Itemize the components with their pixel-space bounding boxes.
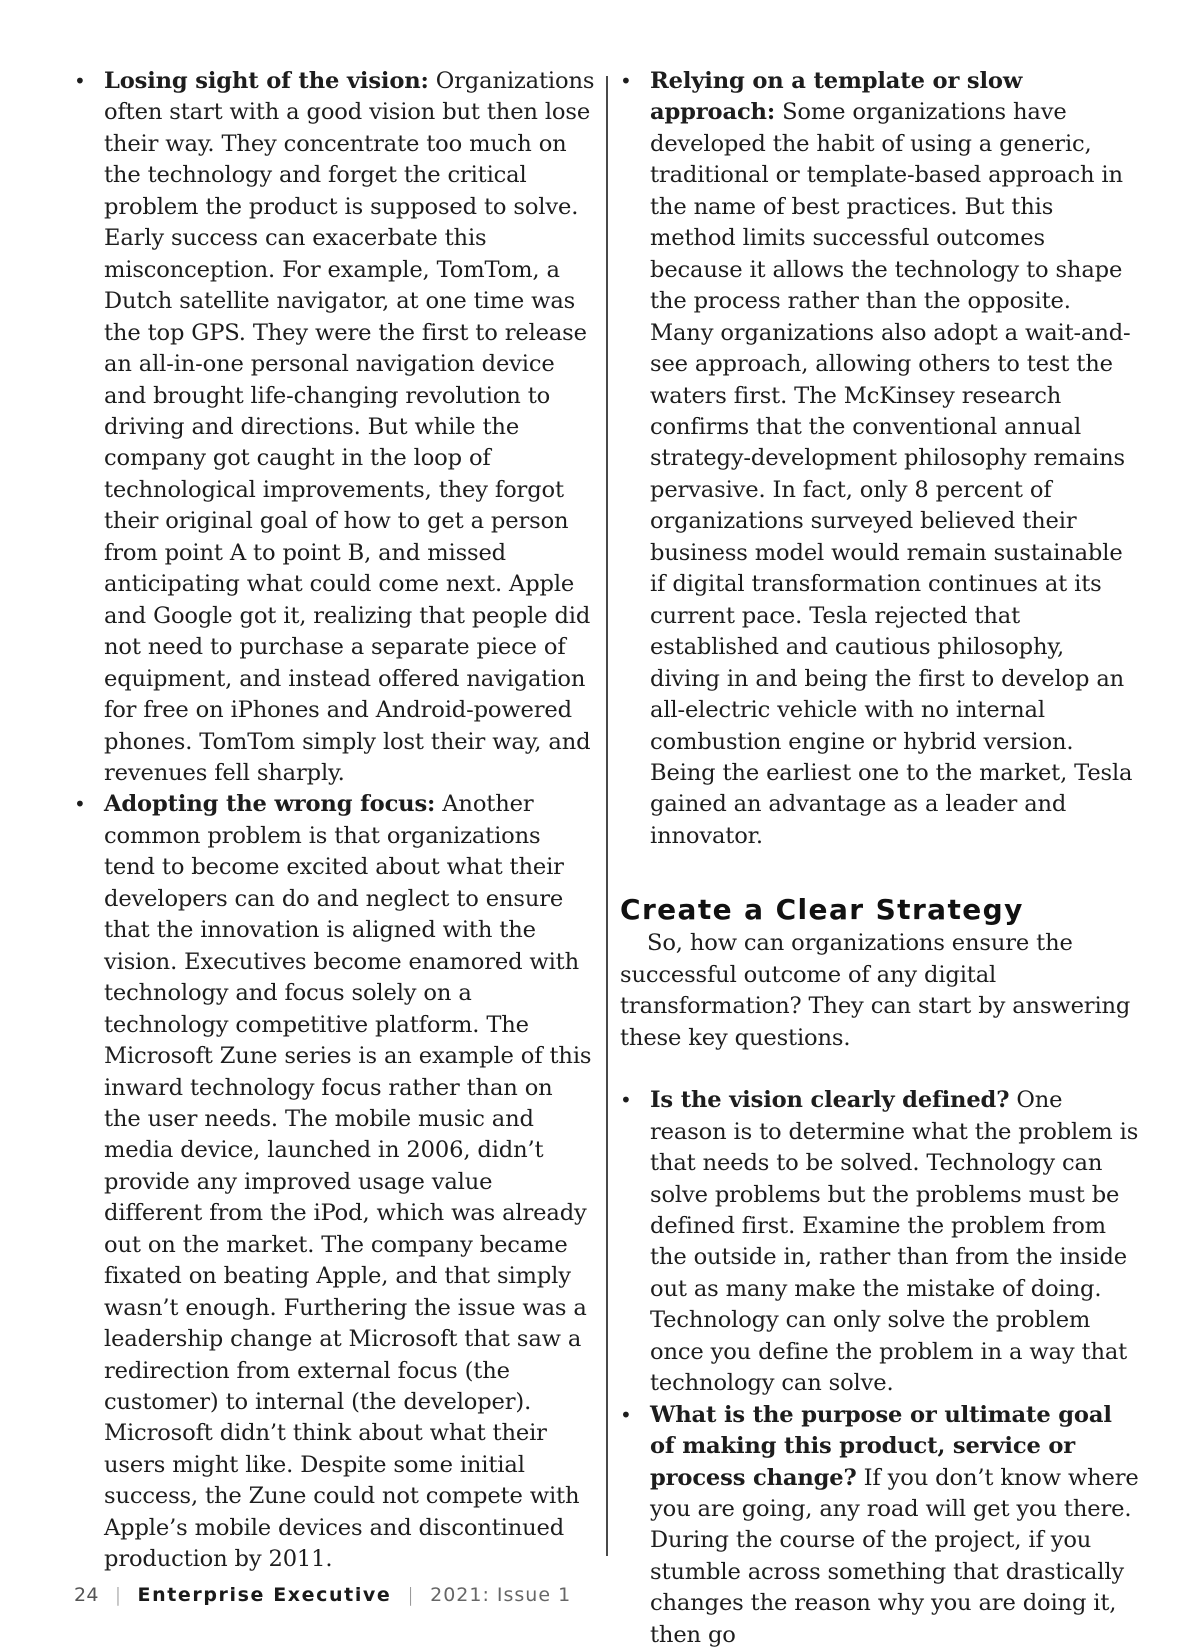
item-body: Organizations often start with a good vision but then lose their way. They concentrate too much on the technology and forget the critical problem the product is supposed to solve. Early success can exacerbate this misconception. For example, TomTom, a Dutch satellite navigator, at one time was the top GPS. They were the first to release an all-in-one personal navigation device and brought life-changing revolution to driving and directions. But while the company got caught in the loop of technological improvements, they forgot their original goal of how to get a person from point A to point B, and missed anticipating what could come next. Apple and Google got it, realizing that people did not need to purchase a separate piece of equipment, and instead offered navigation for free on iPhones and Android-powered phones. TomTom simply lost their way, and revenues fell sharply. xyxy=(104,68,595,786)
item-lead: Adopting the wrong focus: xyxy=(104,791,436,818)
question-lead: What is the purpose or ultimate goal of making this product, service or process change? xyxy=(650,1401,1112,1491)
left-column xyxy=(74,66,596,1576)
list-item xyxy=(620,1085,1140,1400)
challenges-list-continued xyxy=(620,66,1140,852)
column-divider xyxy=(606,76,608,1556)
list-item xyxy=(74,789,596,1575)
list-item xyxy=(620,66,1140,852)
question-lead: Is the vision clearly defined? xyxy=(650,1087,1010,1114)
spacer xyxy=(620,1054,1140,1085)
footer-separator: | xyxy=(407,1584,415,1606)
list-item xyxy=(74,66,596,789)
footer-separator: | xyxy=(114,1584,122,1606)
issue-label: 2021: Issue 1 xyxy=(430,1584,572,1606)
item-lead: Losing sight of the vision: xyxy=(104,68,429,94)
page-number: 24 xyxy=(74,1584,99,1606)
questions-list xyxy=(620,1085,1140,1651)
section-intro: So, how can organizations ensure the successful outcome of any digital transformation? They can start by answering these key questions. xyxy=(620,930,1131,1051)
item-body: Another common problem is that organizations tend to become excited about what their developers can do and neglect to ensure that the innovation is aligned with the vision. Executives become enamored with technology and focus solely on a technology competitive platform. The Microsoft Zune series is an example of this inward technology focus rather than on the user needs. The mobile music and media device, launched in 2006, didn’t provide any improved usage value different from the iPod, which was already out on the market. The company became fixated on beating Apple, and that simply wasn’t enough. Furthering the issue was a leadership change at Microsoft that saw a redirection from external focus (the customer) to internal (the developer). Microsoft didn’t think about what their users might like. Despite some initial success, the Zune could not compete with Apple’s mobile devices and discontinued production by 2011. xyxy=(104,791,592,1573)
question-body: If you don’t know where you are going, any road will get you there. During the course of the project, if you stumble across something that drastically changes the reason why you are doing it, then go xyxy=(650,1464,1139,1648)
item-lead: Relying on a template or slow approach: xyxy=(650,68,1023,126)
page-footer xyxy=(74,1584,571,1606)
magazine-title: Enterprise Executive xyxy=(137,1584,392,1606)
list-item xyxy=(620,1400,1140,1651)
right-column xyxy=(620,66,1140,1651)
challenges-list xyxy=(74,66,596,1576)
item-body: Some organizations have developed the habit of using a generic, traditional or template-based approach in the name of best practices. But this method limits successful outcomes because it allows the technology to shape the process rather than the opposite. Many organizations also adopt a wait-and-see approach, allowing others to test the waters first. The McKinsey research confirms that the conventional annual strategy-development philosophy remains pervasive. In fact, only 8 percent of organizations surveyed believed their business model would remain sustainable if digital transformation continues at its current pace. Tesla rejected that established and cautious philosophy, diving in and being the first to develop an all-electric vehicle with no internal combustion engine or hybrid version. Being the earliest one to the market, Tesla gained an advantage as a leader and innovator. xyxy=(650,99,1133,849)
question-body: One reason is to determine what the problem is that needs to be solved. Technology can solve problems but the problems must be defined first. Examine the problem from the outside in, rather than from the inside out as many make the mistake of doing. Technology can only solve the problem once you define the problem in a way that technology can solve. xyxy=(650,1087,1139,1397)
section-heading: Create a Clear Strategy xyxy=(620,893,1024,927)
